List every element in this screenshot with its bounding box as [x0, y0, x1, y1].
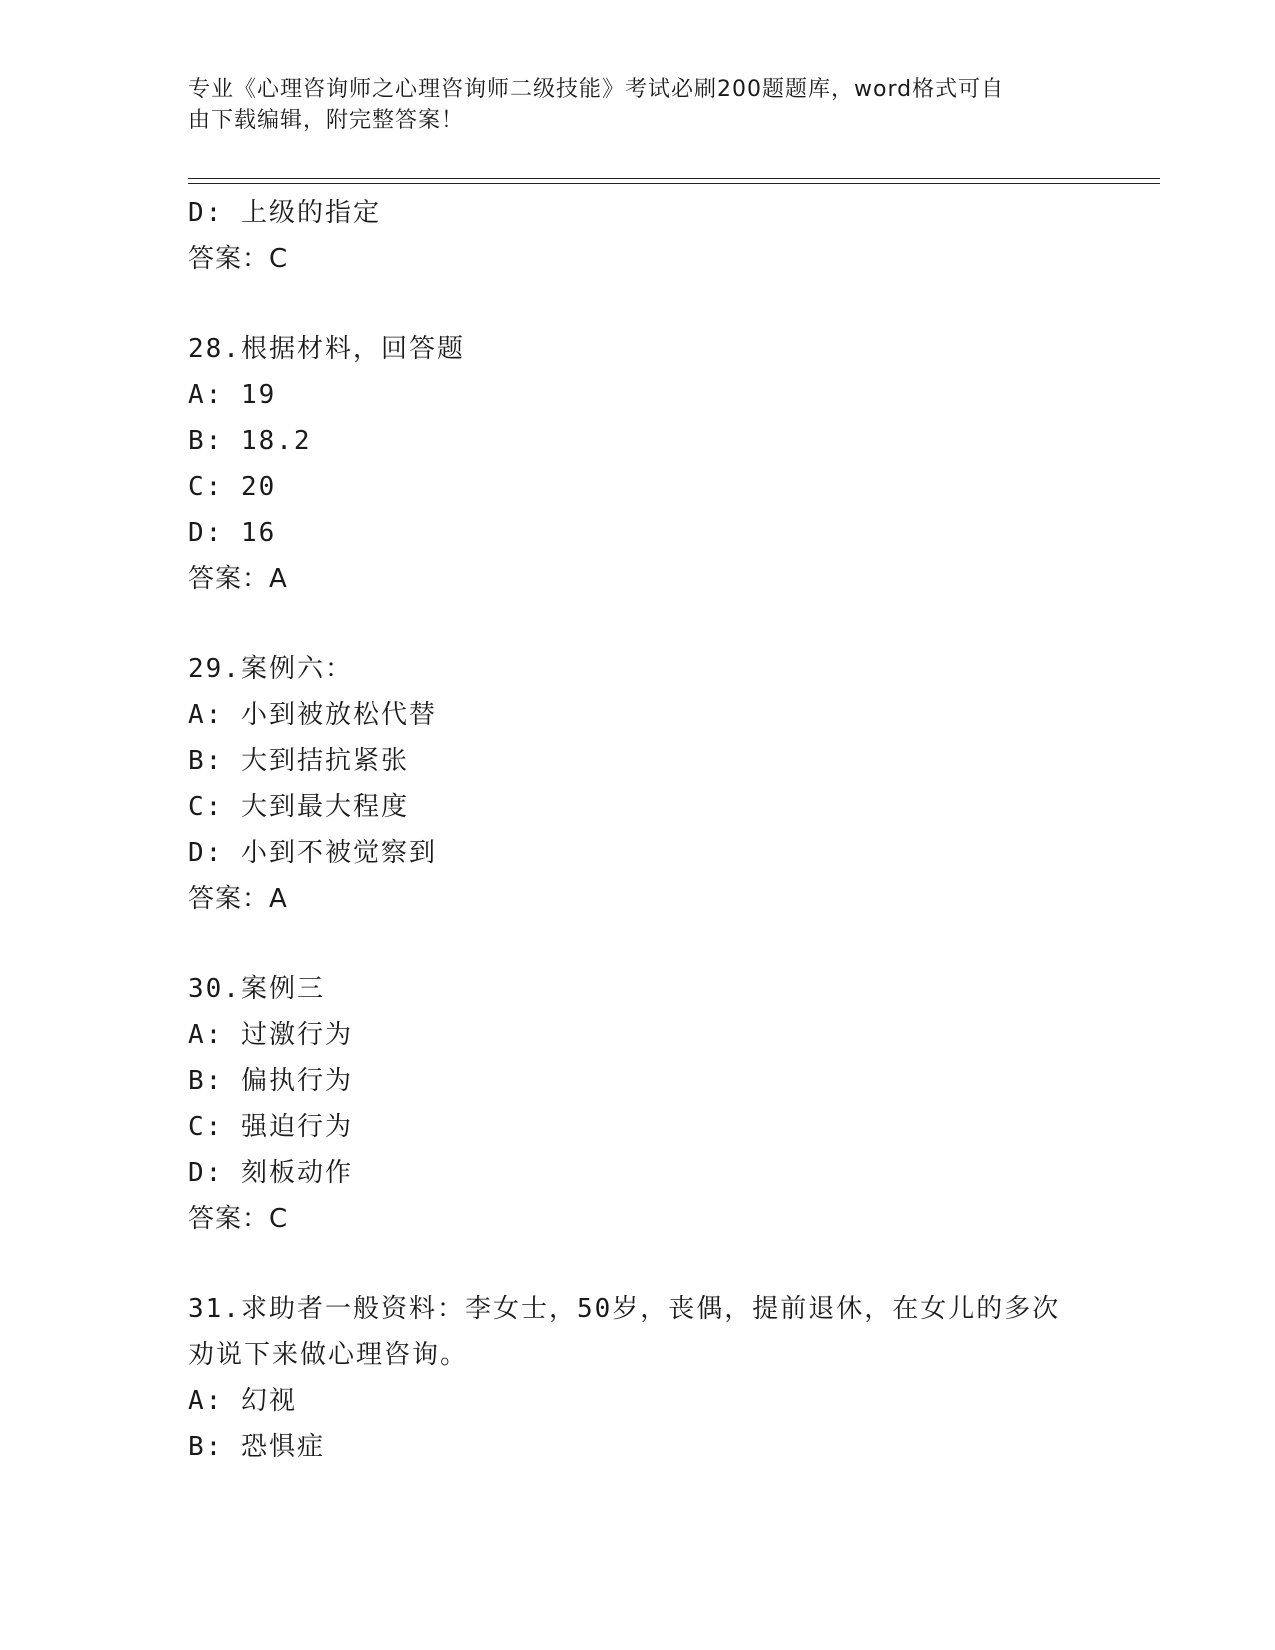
question-29	[188, 646, 1088, 922]
answer: 答案：C	[188, 1204, 289, 1234]
option-b: B: 18.2	[188, 426, 312, 456]
option-a: A: 幻视	[188, 1386, 297, 1416]
question-stem-line-2: 劝说下来做心理咨询。	[188, 1340, 469, 1370]
document-body	[188, 190, 1088, 1470]
option-b: B: 大到拮抗紧张	[188, 746, 409, 776]
question-stem: 30.案例三	[188, 974, 325, 1004]
question-30	[188, 966, 1088, 1242]
question-31	[188, 1286, 1088, 1470]
page-header	[188, 74, 1088, 136]
option-a: A: 过激行为	[188, 1020, 353, 1050]
option-d: D: 16	[188, 518, 277, 548]
option-d: D: 刻板动作	[188, 1158, 353, 1188]
header-line-2: 由下载编辑，附完整答案！	[188, 108, 465, 133]
option-b: B: 恐惧症	[188, 1432, 325, 1462]
option-c: C: 大到最大程度	[188, 792, 409, 822]
option-d: D: 上级的指定	[188, 198, 381, 228]
question-27-tail	[188, 190, 1088, 282]
answer: 答案：A	[188, 564, 288, 594]
header-divider	[188, 178, 1160, 184]
question-stem: 28.根据材料，回答题	[188, 334, 465, 364]
question-stem: 29.案例六：	[188, 654, 353, 684]
question-28	[188, 326, 1088, 602]
answer: 答案：C	[188, 244, 289, 274]
option-d: D: 小到不被觉察到	[188, 838, 437, 868]
option-c: C: 20	[188, 472, 277, 502]
answer: 答案：A	[188, 884, 288, 914]
option-c: C: 强迫行为	[188, 1112, 353, 1142]
question-stem-line-1: 31.求助者一般资料：李女士，50岁，丧偶，提前退休，在女儿的多次	[188, 1294, 1061, 1324]
option-a: A: 19	[188, 380, 277, 410]
option-a: A: 小到被放松代替	[188, 700, 437, 730]
option-b: B: 偏执行为	[188, 1066, 353, 1096]
header-line-1: 专业《心理咨询师之心理咨询师二级技能》考试必刷200题题库，word格式可自	[188, 77, 1005, 102]
